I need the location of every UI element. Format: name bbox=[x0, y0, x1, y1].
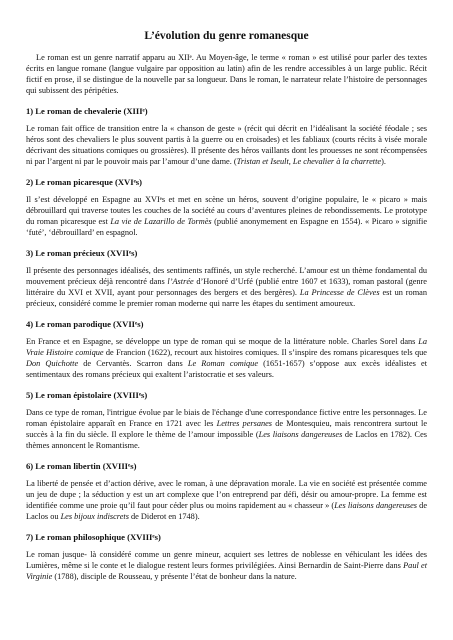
text-run: de Laclos ou bbox=[26, 501, 428, 521]
text-run: Le roman jusque- là considéré comme un genre mineur, acquiert ses lettres de noblesse en véhiculant les idées des Lumières, même si le conte et le dialogue restent leurs formes privilégiées. Ainsi Bernardin de Saint-Pierre dans bbox=[26, 550, 427, 571]
text-run: de Diderot en 1748). bbox=[128, 511, 200, 521]
section-paragraph bbox=[26, 479, 427, 523]
text-run: La liberté de pensée et d’action dérive, avec le roman, à une dépravation morale. La vie en société est présentée comme un jeu de dupe ; la séduction y est un art complexe que l’on entreprend par défi, désir ou amour-propre. La femme est identifiée comme une proie qu’il faut pour céder plus ou moins rapidement au « chasseur » ( bbox=[26, 479, 427, 511]
text-run: Il présente des personnages idéalisés, des sentiments raffinés, un style recherché. L’amour est un thème fondamental du mouvement précieux déjà rencontré dans bbox=[26, 265, 427, 286]
work-title: Les liaisons dangereuses bbox=[258, 429, 343, 439]
section-paragraph bbox=[26, 550, 427, 583]
section-heading: 7) Le roman philosophique (XVIIIᵉs) bbox=[26, 531, 161, 542]
section-heading: 4) Le roman parodique (XVIIᵉs) bbox=[26, 318, 144, 329]
text-run: Le roman fait office de transition entre la « chanson de geste » (récit qui décrit en l’idéalisant la société féodale ; ses héros sont des chevaliers le plus souvent partis à la guerre ou en croisades) et les fabliaux (courts récits à visée morale décrivant des situations comiques ou grossières). Il présente des héros vaillants dont les prouesses ne sont récompensées ni par l’argent ni par le pouvoir mais par l’amour d’une dame. ( bbox=[26, 123, 427, 166]
text-run: de Cervantès. Scarron dans bbox=[78, 358, 188, 368]
text-run: (1651-1657) s’oppose aux excès idéalistes et sentimentaux des romans précieux qui exaltent l’aristocratie et ses valeurs. bbox=[26, 358, 427, 379]
text-run: est un roman précieux, considéré comme le premier roman moderne qui narre les étapes du sentiment amoureux. bbox=[26, 287, 427, 308]
work-title: La vie de Lazarillo de Tormès bbox=[110, 216, 212, 226]
text-run: (1788), disciple de Rousseau, y présente l’état de bonheur dans la nature. bbox=[52, 572, 297, 582]
section-heading: 6) Le roman libertin (XVIIIᵉs) bbox=[26, 460, 137, 471]
text-run: En France et en Espagne, se développe un type de roman qui se moque de la littérature noble. Charles Sorel dans bbox=[26, 337, 419, 347]
section-paragraph bbox=[26, 266, 427, 310]
work-title: La Princesse de Clèves bbox=[299, 287, 380, 297]
text-run: ). bbox=[381, 156, 386, 166]
work-title: Paul et Virginie bbox=[26, 561, 428, 582]
work-title: Les liaisons dangereuses bbox=[334, 501, 418, 511]
intro-paragraph: Le roman est un genre narratif apparu au XIIᵉ. Au Moyen-âge, le terme « roman » est utilisé pour parler des textes écrits en langue romane (langue vulgaire par opposition au latin) afin de les rendre accessibles à un large public. Récit fictif en prose, il se distingue de la nouvelle par sa longueur. Dans le roman, le narrateur relate l’histoire de personnages qui subissent des péripéties. bbox=[26, 52, 427, 95]
text-run: Il s’est développé en Espagne au XVIᵉs et met en scène un héros, souvent d’origine populaire, le « picaro » mais débrouillard qui traverse toutes les couches de la société au cours d’aventures pleines de rebondissements. Le prototype du roman picaresque est bbox=[26, 194, 427, 226]
section-heading: 5) Le roman épistolaire (XVIIIᵉs) bbox=[26, 389, 148, 400]
text-run: (publié anonymement en Espagne en 1554). « Picaro » signifie ‘futé’, ‘débrouillard’ en espagnol. bbox=[26, 216, 427, 237]
section-heading: 2) Le roman picaresque (XVIᵉs) bbox=[26, 176, 143, 187]
text-run: de Laclos en 1782). Ces thèmes annoncent le Romantisme. bbox=[26, 429, 427, 450]
section-paragraph bbox=[26, 408, 427, 452]
text-run: d’Honoré d’Urfé (publié entre 1607 et 1633), roman pastoral (genre littéraire du XVI et XVII, ayant pour personnages des bergers et des bergères). bbox=[26, 276, 427, 297]
section-heading: 3) Le roman précieux (XVIIᵉs) bbox=[26, 247, 138, 258]
work-title: Le Roman comique bbox=[187, 358, 259, 368]
text-run: Dans ce type de roman, l'intrigue évolue par le biais de l'échange d'une correspondance fictive entre les personnages. Le roman épistolaire apparaît en France en 1721 avec les bbox=[26, 408, 427, 429]
section-heading: 1) Le roman de chevalerie (XIIIᵉ) bbox=[26, 105, 148, 116]
work-title: Don Quichotte bbox=[26, 358, 79, 368]
text-run: de Montesquieu, mais rencontrera surtout le succès à la fin du siècle. Il explore le thème de l’amour impossible ( bbox=[26, 419, 427, 439]
section-paragraph bbox=[26, 195, 427, 239]
section-paragraph bbox=[26, 337, 427, 381]
document-title: L’évolution du genre romanesque bbox=[144, 30, 309, 42]
text-run: de Francion (1622), recourt aux histoires comiques. Il s’inspire des romans picaresques tels que bbox=[103, 347, 427, 357]
work-title: Tristan et Iseult, Le chevalier à la charrette bbox=[236, 156, 382, 166]
section-paragraph bbox=[26, 124, 427, 168]
work-title: La Vraie Histoire comique bbox=[26, 337, 427, 357]
work-title: Les bijoux indiscrets bbox=[60, 511, 129, 521]
sections-container bbox=[26, 106, 427, 584]
work-title: Lettres persanes bbox=[216, 419, 273, 429]
work-title: l’Astrée bbox=[167, 276, 194, 286]
